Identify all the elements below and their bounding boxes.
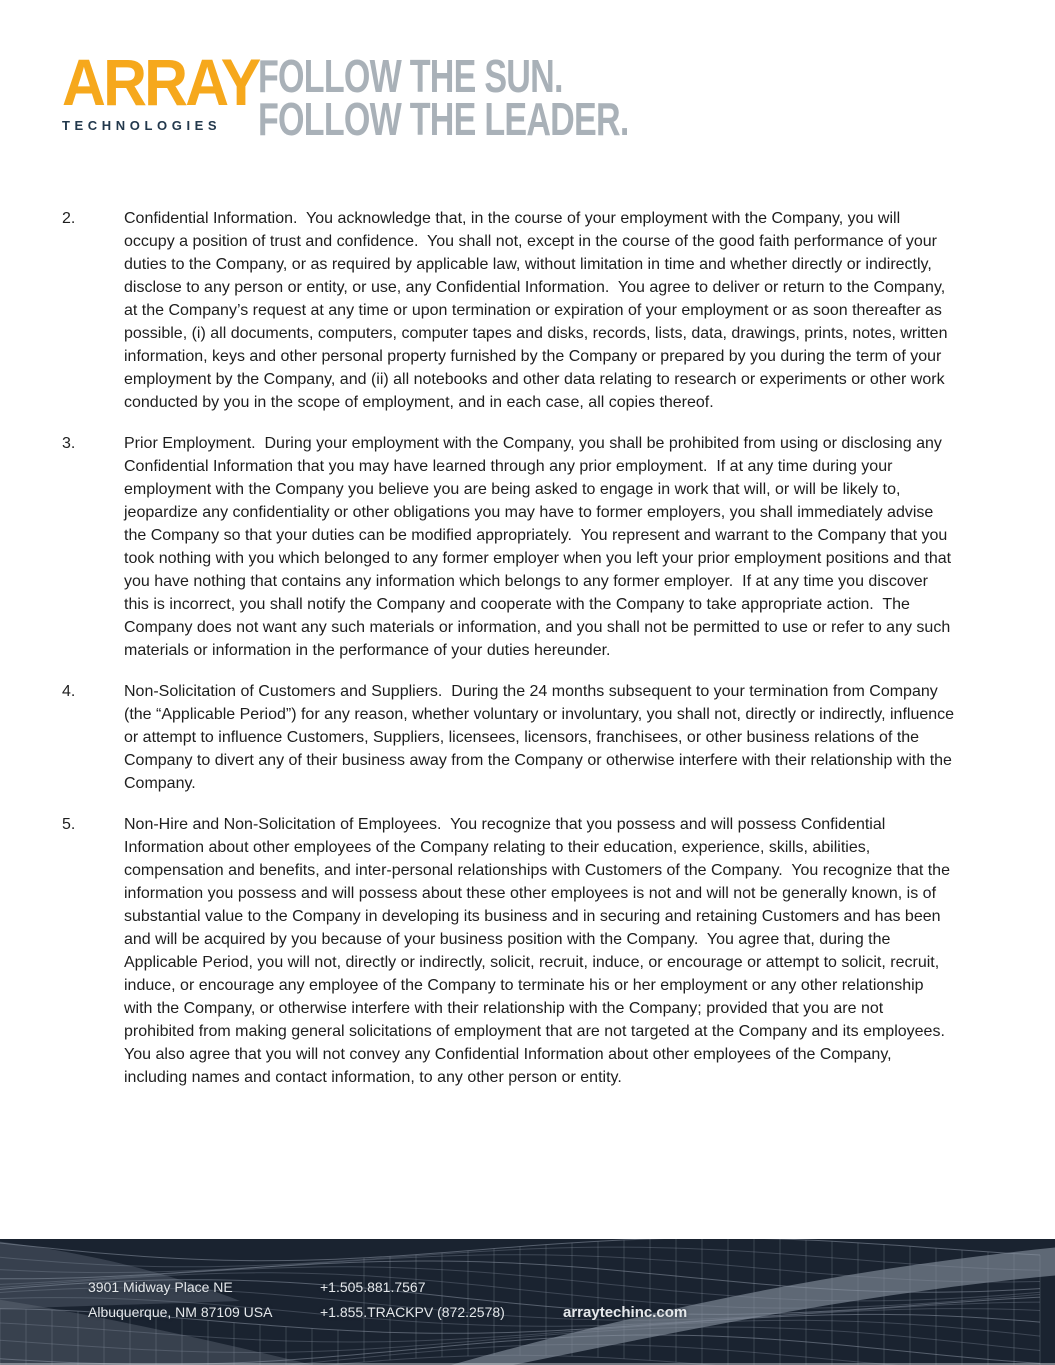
clause-text: Non-Hire and Non-Solicitation of Employees. You recognize that you possess and will possess Confidential Information about other employees of the Company relating to their education, experience, skills, abilities, compensation and benefits, and inter-personal relationships with Customers of the Company. You recognize that the information you possess and will possess about these other employees is not and will not be generally known, is of substantial value to the Company in developing its business and in securing and retaining Customers and has been and will be acquired by you because of your business position with the Company. You agree that, during the Applicable Period, you will not, directly or indirectly, solicit, recruit, induce, or encourage or attempt to solicit, recruit, induce, or encourage any employee of the Company to terminate his or her employment or any other relationship with the Company, or otherwise interfere with their relationship with the Company; provided that you are not prohibited from making general solicitations of employment that are not targeted at the Company and its employees. You also agree that you will not convey any Confidential Information about other employees of the Company, including names and contact information, to any other person or entity. <box>124 816 955 1086</box>
clause-number: 3. <box>62 435 76 452</box>
page-footer <box>0 1239 1055 1365</box>
clause-number: 5. <box>62 816 76 833</box>
clause-text: Confidential Information. You acknowledge that, in the course of your employment with the Company, you will occupy a position of trust and confidence. You shall not, except in the course of the good faith performance of your duties to the Company, or as required by applicable law, without limitation in time and whether directly or indirectly, disclose to any person or entity, or use, any Confidential Information. You agree to deliver or return to the Company, at the Company’s request at any time or upon termination or expiration of your employment or as soon thereafter as possible, (i) all documents, computers, computer tapes and disks, records, lists, data, drawings, prints, notes, written information, keys and other personal property furnished by the Company or prepared by you during the term of your employment by the Company, and (ii) all notebooks and other data relating to research or experiments or other work conducted by you in the scope of employment, and in each case, all copies thereof. <box>124 210 952 411</box>
footer-address <box>88 1275 272 1325</box>
footer-phones <box>320 1275 505 1325</box>
footer-address-line1: 3901 Midway Place NE <box>88 1279 233 1295</box>
footer-website: arraytechinc.com <box>563 1304 688 1321</box>
footer-phone-2: +1.855.TRACKPV (872.2578) <box>320 1304 505 1320</box>
footer-phone-1: +1.505.881.7567 <box>320 1279 426 1295</box>
footer-address-line2: Albuquerque, NM 87109 USA <box>88 1304 273 1320</box>
array-technologies-logo <box>62 45 262 133</box>
footer-contact-info <box>0 1239 1055 1365</box>
tagline <box>258 50 629 145</box>
document-body <box>62 207 959 1107</box>
tagline-line-1: FOLLOW THE SUN. <box>258 50 563 102</box>
logo-brand-text: ARRAY <box>62 45 259 119</box>
clause-text: Non-Solicitation of Customers and Suppliers. During the 24 months subsequent to your termination from Company (the “Applicable Period”) for any reason, whether voluntary or involuntary, you shall not, directly or indirectly, influence or attempt to influence Customers, Suppliers, licensees, licensors, franchisees, or other business relations of the Company to divert any of their business away from the Company or otherwise interfere with their relationship with the Company. <box>124 683 959 792</box>
logo-sub-text: TECHNOLOGIES <box>62 117 222 133</box>
clause-number: 4. <box>62 683 76 700</box>
clause-2-confidential-information <box>62 207 955 414</box>
clause-number: 2. <box>62 210 76 227</box>
clause-3-prior-employment <box>62 432 955 662</box>
clause-5-non-hire-employees <box>62 813 955 1089</box>
clause-4-non-solicitation-customers <box>62 680 959 795</box>
tagline-line-2: FOLLOW THE LEADER. <box>258 93 629 145</box>
clause-text: Prior Employment. During your employment with the Company, you shall be prohibited from using or disclosing any Confidential Information that you may have learned through any prior employment. If at any time during your employment with the Company you believe you are being asked to engage in work that will, or will be likely to, jeopardize any confidentiality or other obligations you may have to former employers, you shall immediately advise the Company so that your duties can be modified appropriately. You represent and warrant to the Company that you took nothing with you which belonged to any former employer when you left your prior employment positions and that you have nothing that contains any information which belongs to any former employer. If at any time you discover this is incorrect, you shall notify the Company and cooperate with the Company to take appropriate action. The Company does not want any such materials or information, and you shall not be permitted to use or refer to any such materials or information in the performance of your duties hereunder. <box>124 435 956 659</box>
